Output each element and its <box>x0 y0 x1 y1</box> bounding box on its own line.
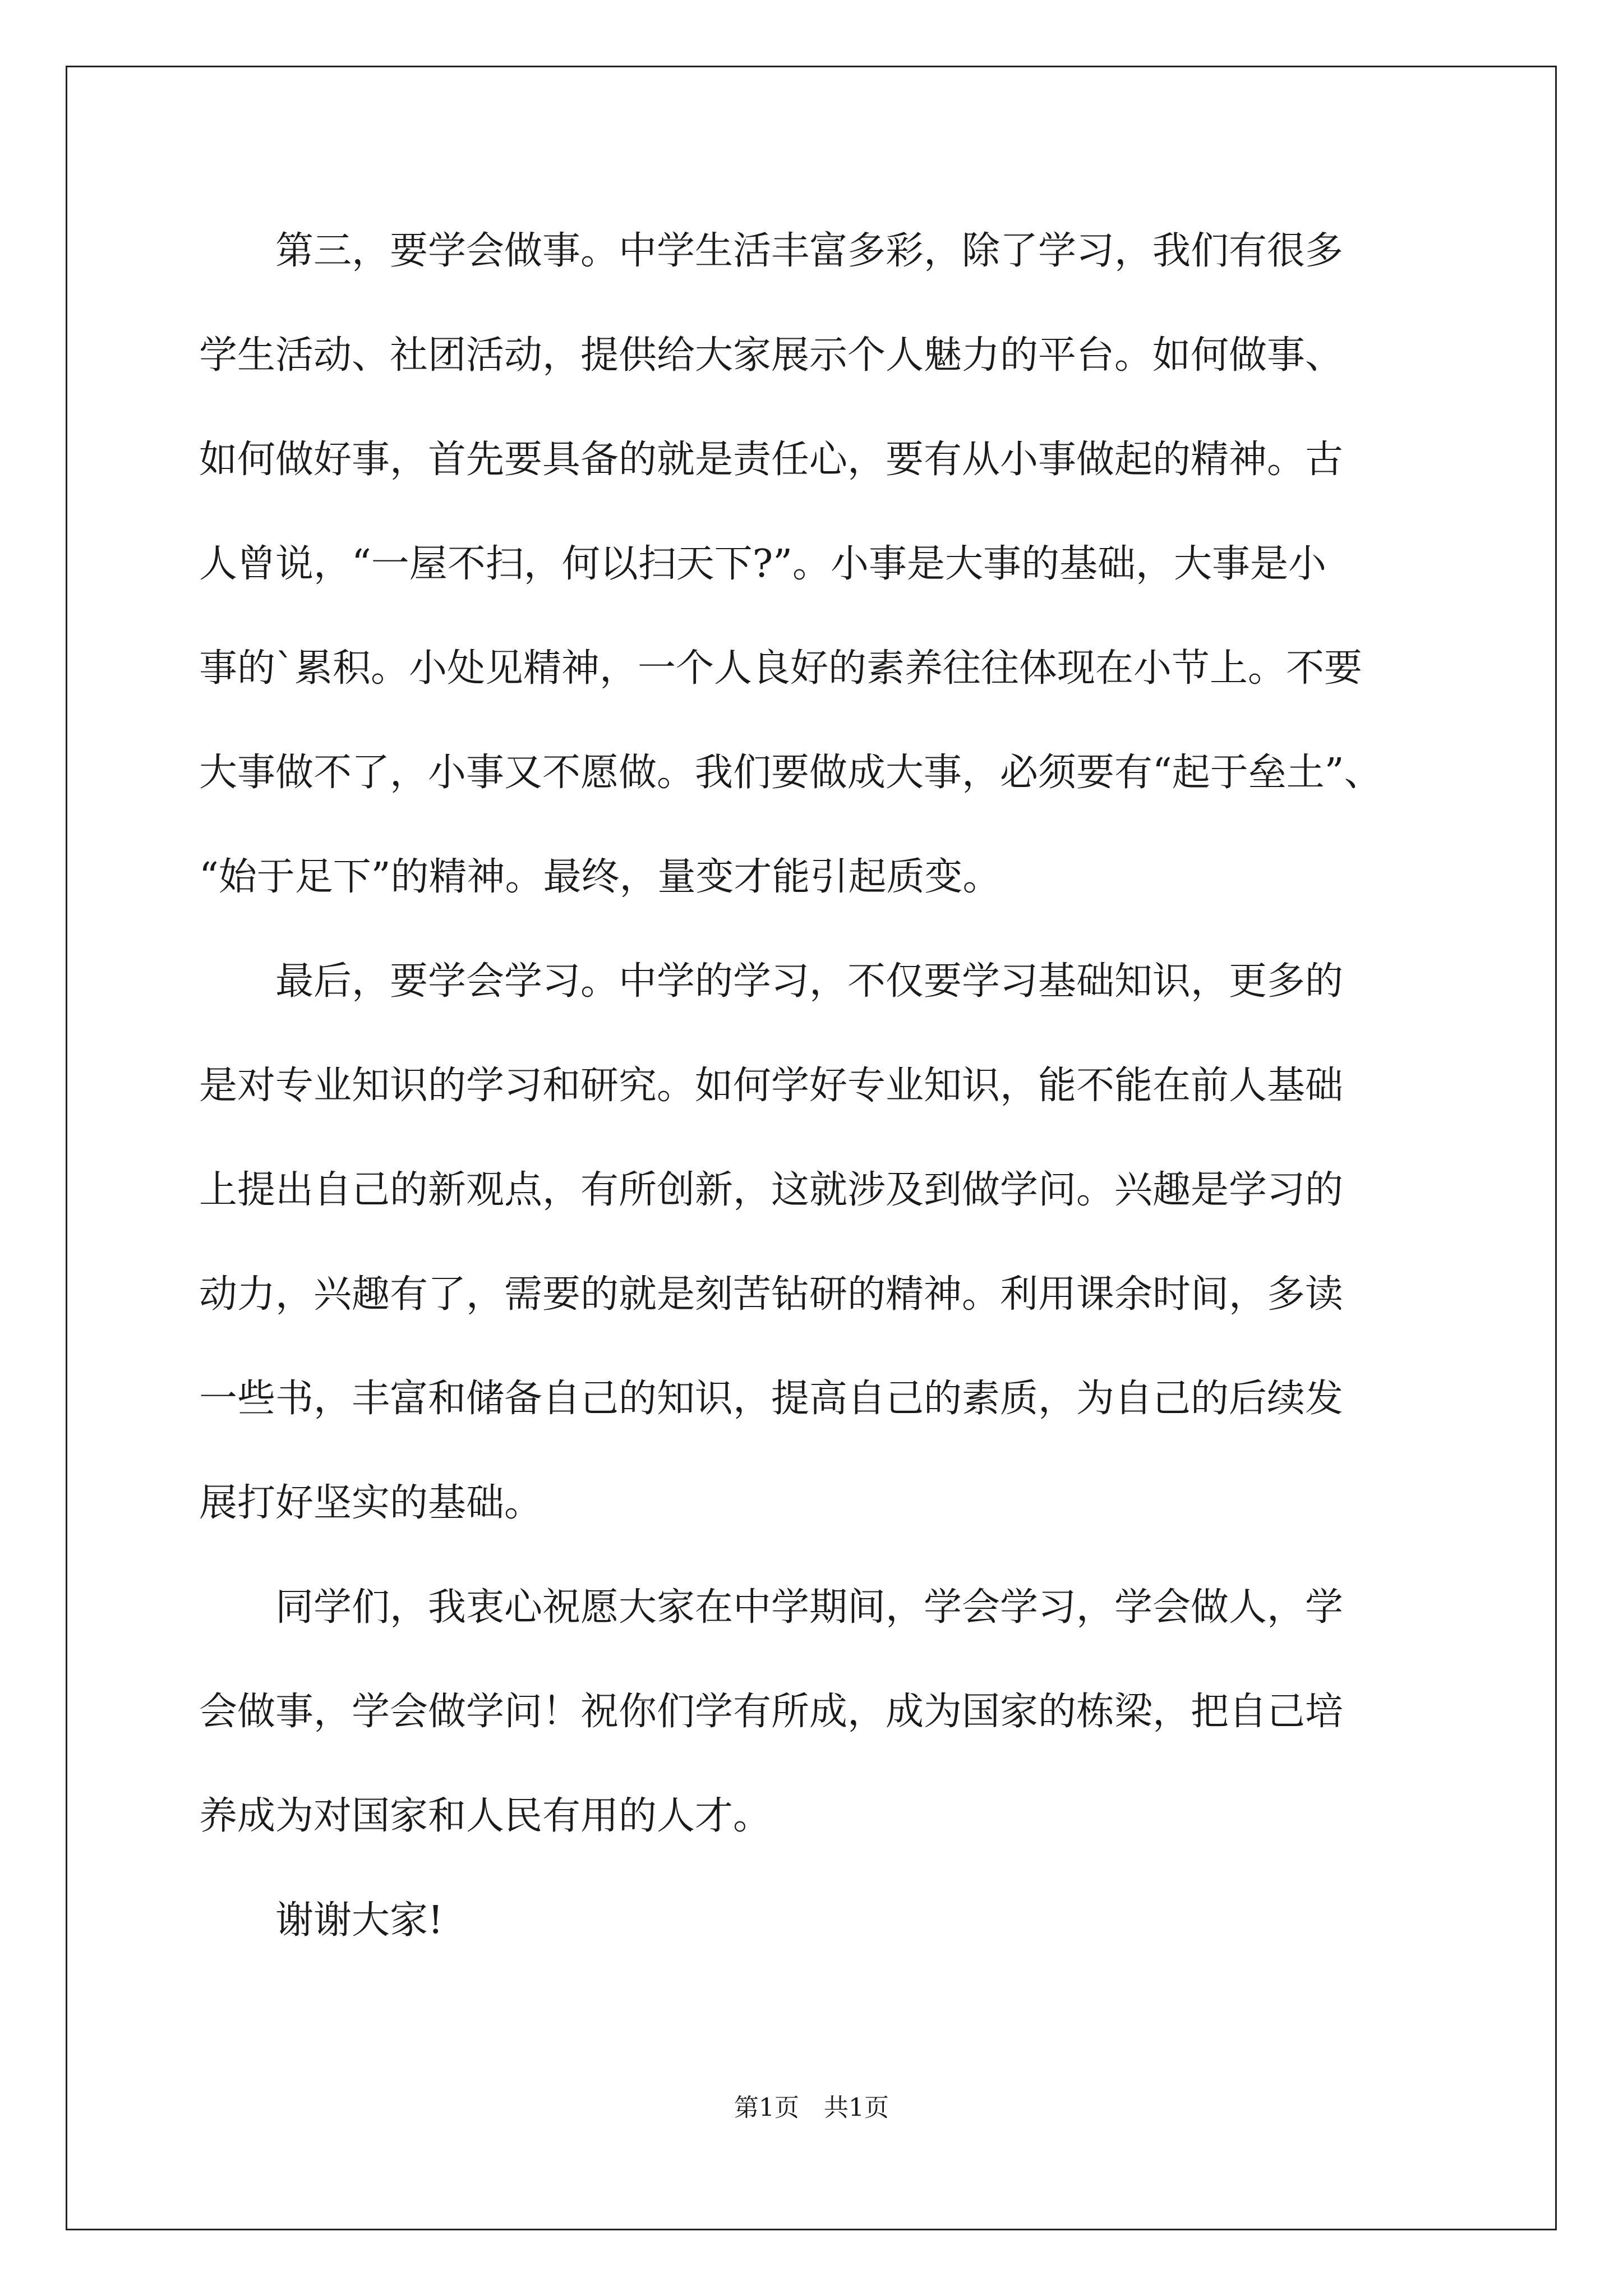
paragraph-line: 学生活动、社团活动，提供给大家展示个人魅力的平台。如何做事、 <box>199 333 1344 378</box>
paragraph-line: 如何做好事，首先要具备的就是责任心，要有从小事做起的精神。古 <box>199 438 1344 482</box>
page-number: 第1页 共1页 <box>734 2093 889 2122</box>
paragraph-line: 展打好坚实的基础。 <box>199 1481 543 1525</box>
paragraph-line: 是对专业知识的学习和研究。如何学好专业知识，能不能在前人基础 <box>199 1064 1344 1108</box>
paragraph-line: 事的`累积。小处见精神，一个人良好的素养往往体现在小节上。不要 <box>199 646 1363 691</box>
paragraph-line: 上提出自己的新观点，有所创新，这就涉及到做学问。兴趣是学习的 <box>199 1168 1344 1212</box>
paragraph-line: 谢谢大家! <box>199 1898 444 1943</box>
paragraph-line: 一些书，丰富和储备自己的知识，提高自己的素质，为自己的后续发 <box>199 1377 1344 1421</box>
paragraph-line: 养成为对国家和人民有用的人才。 <box>199 1794 772 1838</box>
paragraph-line: 会做事，学会做学问！祝你们学有所成，成为国家的栋梁，把自己培 <box>199 1690 1344 1734</box>
paragraph-line: 人曾说，“一屋不扫，何以扫天下?”。小事是大事的基础，大事是小 <box>199 542 1326 586</box>
paragraph-line: 动力，兴趣有了，需要的就是刻苦钻研的精神。利用课余时间，多读 <box>199 1272 1344 1317</box>
paragraph-line: 第三，要学会做事。中学生活丰富多彩，除了学习，我们有很多 <box>199 229 1344 273</box>
paragraph-line: 同学们，我衷心祝愿大家在中学期间，学会学习，学会做人，学 <box>199 1585 1344 1630</box>
paragraph-line: “始于足下”的精神。最终，量变才能引起质变。 <box>199 855 1001 899</box>
paragraph-line: 最后，要学会学习。中学的学习，不仅要学习基础知识，更多的 <box>199 959 1344 1004</box>
paragraph-line: 大事做不了，小事又不愿做。我们要做成大事，必须要有“起于垒土”、 <box>199 751 1382 795</box>
